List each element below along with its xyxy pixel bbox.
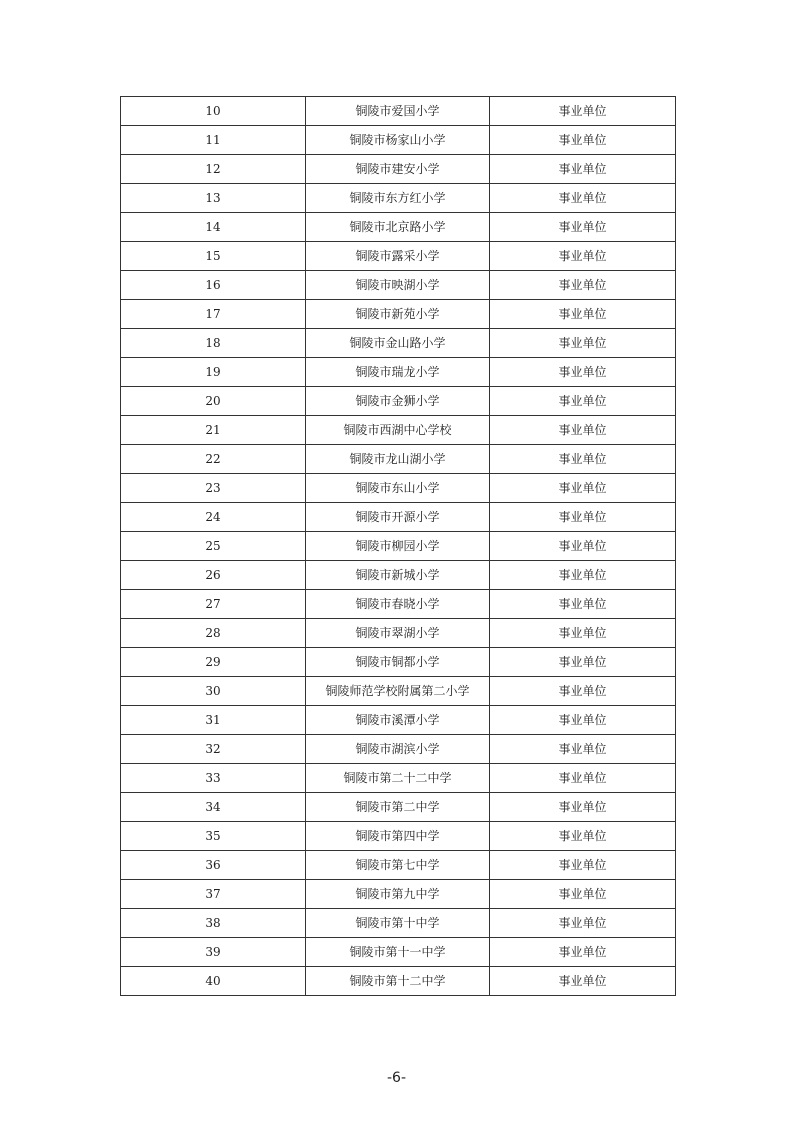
- table-row: [121, 851, 676, 880]
- table-row: [121, 677, 676, 706]
- unit-type-cell: 事业单位: [490, 271, 676, 300]
- row-number-cell: 33: [121, 764, 306, 793]
- table-row: [121, 271, 676, 300]
- unit-list-table-body: [121, 97, 676, 996]
- unit-type-cell: 事业单位: [490, 503, 676, 532]
- table-row: [121, 735, 676, 764]
- unit-type-cell: 事业单位: [490, 329, 676, 358]
- row-number-cell: 21: [121, 416, 306, 445]
- table-row: [121, 967, 676, 996]
- unit-type-cell: 事业单位: [490, 590, 676, 619]
- row-number-cell: 13: [121, 184, 306, 213]
- row-number-cell: 12: [121, 155, 306, 184]
- unit-name-cell: 铜陵市西湖中心学校: [306, 416, 490, 445]
- table-row: [121, 909, 676, 938]
- unit-type-cell: 事业单位: [490, 474, 676, 503]
- unit-name-cell: 铜陵市露采小学: [306, 242, 490, 271]
- unit-name-cell: 铜陵市爱国小学: [306, 97, 490, 126]
- row-number-cell: 27: [121, 590, 306, 619]
- table-row: [121, 416, 676, 445]
- row-number-cell: 35: [121, 822, 306, 851]
- unit-type-cell: 事业单位: [490, 706, 676, 735]
- row-number-cell: 22: [121, 445, 306, 474]
- row-number-cell: 34: [121, 793, 306, 822]
- unit-type-cell: 事业单位: [490, 358, 676, 387]
- unit-type-cell: 事业单位: [490, 213, 676, 242]
- table-row: [121, 561, 676, 590]
- table-row: [121, 503, 676, 532]
- row-number-cell: 32: [121, 735, 306, 764]
- unit-name-cell: 铜陵市柳园小学: [306, 532, 490, 561]
- unit-name-cell: 铜陵市新苑小学: [306, 300, 490, 329]
- row-number-cell: 36: [121, 851, 306, 880]
- row-number-cell: 40: [121, 967, 306, 996]
- unit-name-cell: 铜陵市第十二中学: [306, 967, 490, 996]
- unit-type-cell: 事业单位: [490, 880, 676, 909]
- row-number-cell: 19: [121, 358, 306, 387]
- table-row: [121, 213, 676, 242]
- unit-name-cell: 铜陵市第十一中学: [306, 938, 490, 967]
- unit-name-cell: 铜陵市杨家山小学: [306, 126, 490, 155]
- table-row: [121, 793, 676, 822]
- row-number-cell: 25: [121, 532, 306, 561]
- table-row: [121, 474, 676, 503]
- table-row: [121, 126, 676, 155]
- unit-name-cell: 铜陵师范学校附属第二小学: [306, 677, 490, 706]
- unit-name-cell: 铜陵市春晓小学: [306, 590, 490, 619]
- row-number-cell: 23: [121, 474, 306, 503]
- row-number-cell: 18: [121, 329, 306, 358]
- unit-type-cell: 事业单位: [490, 909, 676, 938]
- unit-name-cell: 铜陵市瑞龙小学: [306, 358, 490, 387]
- unit-type-cell: 事业单位: [490, 300, 676, 329]
- table-row: [121, 300, 676, 329]
- table-row: [121, 619, 676, 648]
- unit-name-cell: 铜陵市第二十二中学: [306, 764, 490, 793]
- unit-type-cell: 事业单位: [490, 764, 676, 793]
- row-number-cell: 38: [121, 909, 306, 938]
- unit-type-cell: 事业单位: [490, 126, 676, 155]
- unit-type-cell: 事业单位: [490, 97, 676, 126]
- table-row: [121, 445, 676, 474]
- unit-type-cell: 事业单位: [490, 561, 676, 590]
- unit-name-cell: 铜陵市东方红小学: [306, 184, 490, 213]
- unit-type-cell: 事业单位: [490, 677, 676, 706]
- table-row: [121, 387, 676, 416]
- table-row: [121, 648, 676, 677]
- unit-name-cell: 铜陵市第九中学: [306, 880, 490, 909]
- unit-type-cell: 事业单位: [490, 967, 676, 996]
- row-number-cell: 26: [121, 561, 306, 590]
- table-row: [121, 764, 676, 793]
- unit-name-cell: 铜陵市第十中学: [306, 909, 490, 938]
- table-row: [121, 532, 676, 561]
- unit-name-cell: 铜陵市翠湖小学: [306, 619, 490, 648]
- unit-name-cell: 铜陵市第四中学: [306, 822, 490, 851]
- unit-name-cell: 铜陵市金山路小学: [306, 329, 490, 358]
- unit-name-cell: 铜陵市溪潭小学: [306, 706, 490, 735]
- table-row: [121, 706, 676, 735]
- table-row: [121, 155, 676, 184]
- unit-name-cell: 铜陵市铜都小学: [306, 648, 490, 677]
- page-number: -6-: [386, 1070, 406, 1086]
- unit-type-cell: 事业单位: [490, 619, 676, 648]
- row-number-cell: 28: [121, 619, 306, 648]
- unit-name-cell: 铜陵市第七中学: [306, 851, 490, 880]
- unit-name-cell: 铜陵市金狮小学: [306, 387, 490, 416]
- unit-type-cell: 事业单位: [490, 416, 676, 445]
- unit-type-cell: 事业单位: [490, 851, 676, 880]
- table-row: [121, 184, 676, 213]
- row-number-cell: 39: [121, 938, 306, 967]
- row-number-cell: 11: [121, 126, 306, 155]
- unit-list-table: [120, 96, 676, 996]
- unit-list-table-container: [120, 96, 675, 996]
- table-row: [121, 822, 676, 851]
- unit-type-cell: 事业单位: [490, 184, 676, 213]
- unit-name-cell: 铜陵市第二中学: [306, 793, 490, 822]
- row-number-cell: 31: [121, 706, 306, 735]
- table-row: [121, 97, 676, 126]
- table-row: [121, 358, 676, 387]
- row-number-cell: 15: [121, 242, 306, 271]
- row-number-cell: 17: [121, 300, 306, 329]
- row-number-cell: 14: [121, 213, 306, 242]
- unit-type-cell: 事业单位: [490, 793, 676, 822]
- unit-name-cell: 铜陵市东山小学: [306, 474, 490, 503]
- row-number-cell: 16: [121, 271, 306, 300]
- row-number-cell: 24: [121, 503, 306, 532]
- table-row: [121, 329, 676, 358]
- table-row: [121, 938, 676, 967]
- unit-name-cell: 铜陵市开源小学: [306, 503, 490, 532]
- unit-type-cell: 事业单位: [490, 735, 676, 764]
- unit-type-cell: 事业单位: [490, 822, 676, 851]
- row-number-cell: 30: [121, 677, 306, 706]
- unit-name-cell: 铜陵市新城小学: [306, 561, 490, 590]
- unit-type-cell: 事业单位: [490, 532, 676, 561]
- row-number-cell: 29: [121, 648, 306, 677]
- row-number-cell: 10: [121, 97, 306, 126]
- table-row: [121, 880, 676, 909]
- table-row: [121, 590, 676, 619]
- unit-type-cell: 事业单位: [490, 648, 676, 677]
- unit-type-cell: 事业单位: [490, 242, 676, 271]
- unit-name-cell: 铜陵市映湖小学: [306, 271, 490, 300]
- unit-type-cell: 事业单位: [490, 938, 676, 967]
- unit-type-cell: 事业单位: [490, 155, 676, 184]
- unit-name-cell: 铜陵市北京路小学: [306, 213, 490, 242]
- unit-name-cell: 铜陵市建安小学: [306, 155, 490, 184]
- row-number-cell: 20: [121, 387, 306, 416]
- row-number-cell: 37: [121, 880, 306, 909]
- unit-name-cell: 铜陵市龙山湖小学: [306, 445, 490, 474]
- table-row: [121, 242, 676, 271]
- unit-name-cell: 铜陵市湖滨小学: [306, 735, 490, 764]
- unit-type-cell: 事业单位: [490, 445, 676, 474]
- unit-type-cell: 事业单位: [490, 387, 676, 416]
